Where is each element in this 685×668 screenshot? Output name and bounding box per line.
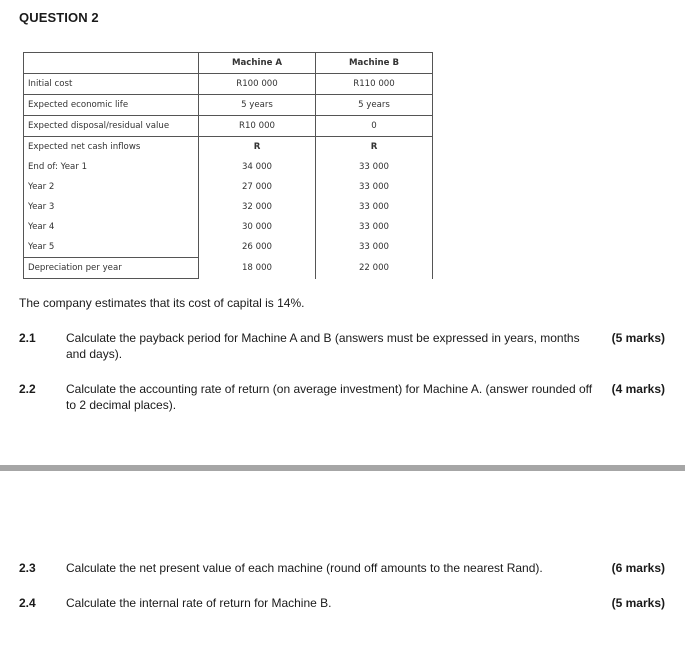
table-row — [24, 217, 433, 237]
row-label: Expected economic life — [24, 95, 199, 116]
row-label: Year 4 — [24, 217, 199, 237]
question-number: 2.1 — [19, 331, 36, 345]
table-row — [24, 116, 433, 137]
question-text: Calculate the payback period for Machine A and B (answers must be expressed in years, months and days). — [66, 331, 580, 361]
question-number: 2.3 — [19, 561, 36, 575]
machine-b-value: R — [316, 137, 433, 158]
table-row — [24, 177, 433, 197]
table-row — [24, 197, 433, 217]
row-label: Depreciation per year — [24, 258, 199, 279]
machine-b-value: 5 years — [316, 95, 433, 116]
row-label: Year 2 — [24, 177, 199, 197]
machine-b-value: R110 000 — [316, 74, 433, 95]
row-label: End of: Year 1 — [24, 157, 199, 177]
question-text: Calculate the accounting rate of return (on average investment) for Machine A. (answer rounded off to 2 decimal places). — [66, 382, 593, 412]
question-text: Calculate the net present value of each machine (round off amounts to the nearest Rand). — [66, 561, 543, 575]
table-header-row — [24, 53, 433, 74]
header-machine-a: Machine A — [199, 53, 316, 74]
machine-b-value: 33 000 — [316, 217, 433, 237]
row-label: Expected net cash inflows — [24, 137, 199, 158]
question-marks: (5 marks) — [611, 596, 665, 610]
machine-a-value: R100 000 — [199, 74, 316, 95]
machine-a-value: 32 000 — [199, 197, 316, 217]
machine-b-value: 33 000 — [316, 197, 433, 217]
machine-a-value: 5 years — [199, 95, 316, 116]
question-number: 2.2 — [19, 382, 36, 396]
page-divider — [0, 465, 685, 471]
question-marks: (6 marks) — [611, 561, 665, 575]
row-label: Initial cost — [24, 74, 199, 95]
machine-a-value: 27 000 — [199, 177, 316, 197]
table-row — [24, 258, 433, 279]
machine-a-value: 34 000 — [199, 157, 316, 177]
question-number: 2.4 — [19, 596, 36, 610]
machine-b-value: 33 000 — [316, 157, 433, 177]
machine-a-value: 18 000 — [199, 258, 316, 279]
cost-of-capital-statement: The company estimates that its cost of capital is 14%. — [19, 296, 305, 310]
question-marks: (5 marks) — [611, 331, 665, 345]
row-label: Year 3 — [24, 197, 199, 217]
table-row — [24, 157, 433, 177]
machine-b-value: 0 — [316, 116, 433, 137]
question-text: Calculate the internal rate of return for Machine B. — [66, 596, 332, 610]
table-row — [24, 237, 433, 258]
machine-a-value: R — [199, 137, 316, 158]
machine-b-value: 33 000 — [316, 237, 433, 258]
machine-b-value: 33 000 — [316, 177, 433, 197]
machine-a-value: 30 000 — [199, 217, 316, 237]
machine-b-value: 22 000 — [316, 258, 433, 279]
machine-a-value: 26 000 — [199, 237, 316, 258]
machine-a-value: R10 000 — [199, 116, 316, 137]
machine-comparison-table — [23, 52, 433, 279]
question-marks: (4 marks) — [611, 382, 665, 396]
question-title: QUESTION 2 — [19, 10, 99, 25]
table-row — [24, 95, 433, 116]
table-row — [24, 74, 433, 95]
row-label: Expected disposal/residual value — [24, 116, 199, 137]
header-cell-blank — [24, 53, 199, 74]
row-label: Year 5 — [24, 237, 199, 258]
header-machine-b: Machine B — [316, 53, 433, 74]
table-row — [24, 137, 433, 158]
